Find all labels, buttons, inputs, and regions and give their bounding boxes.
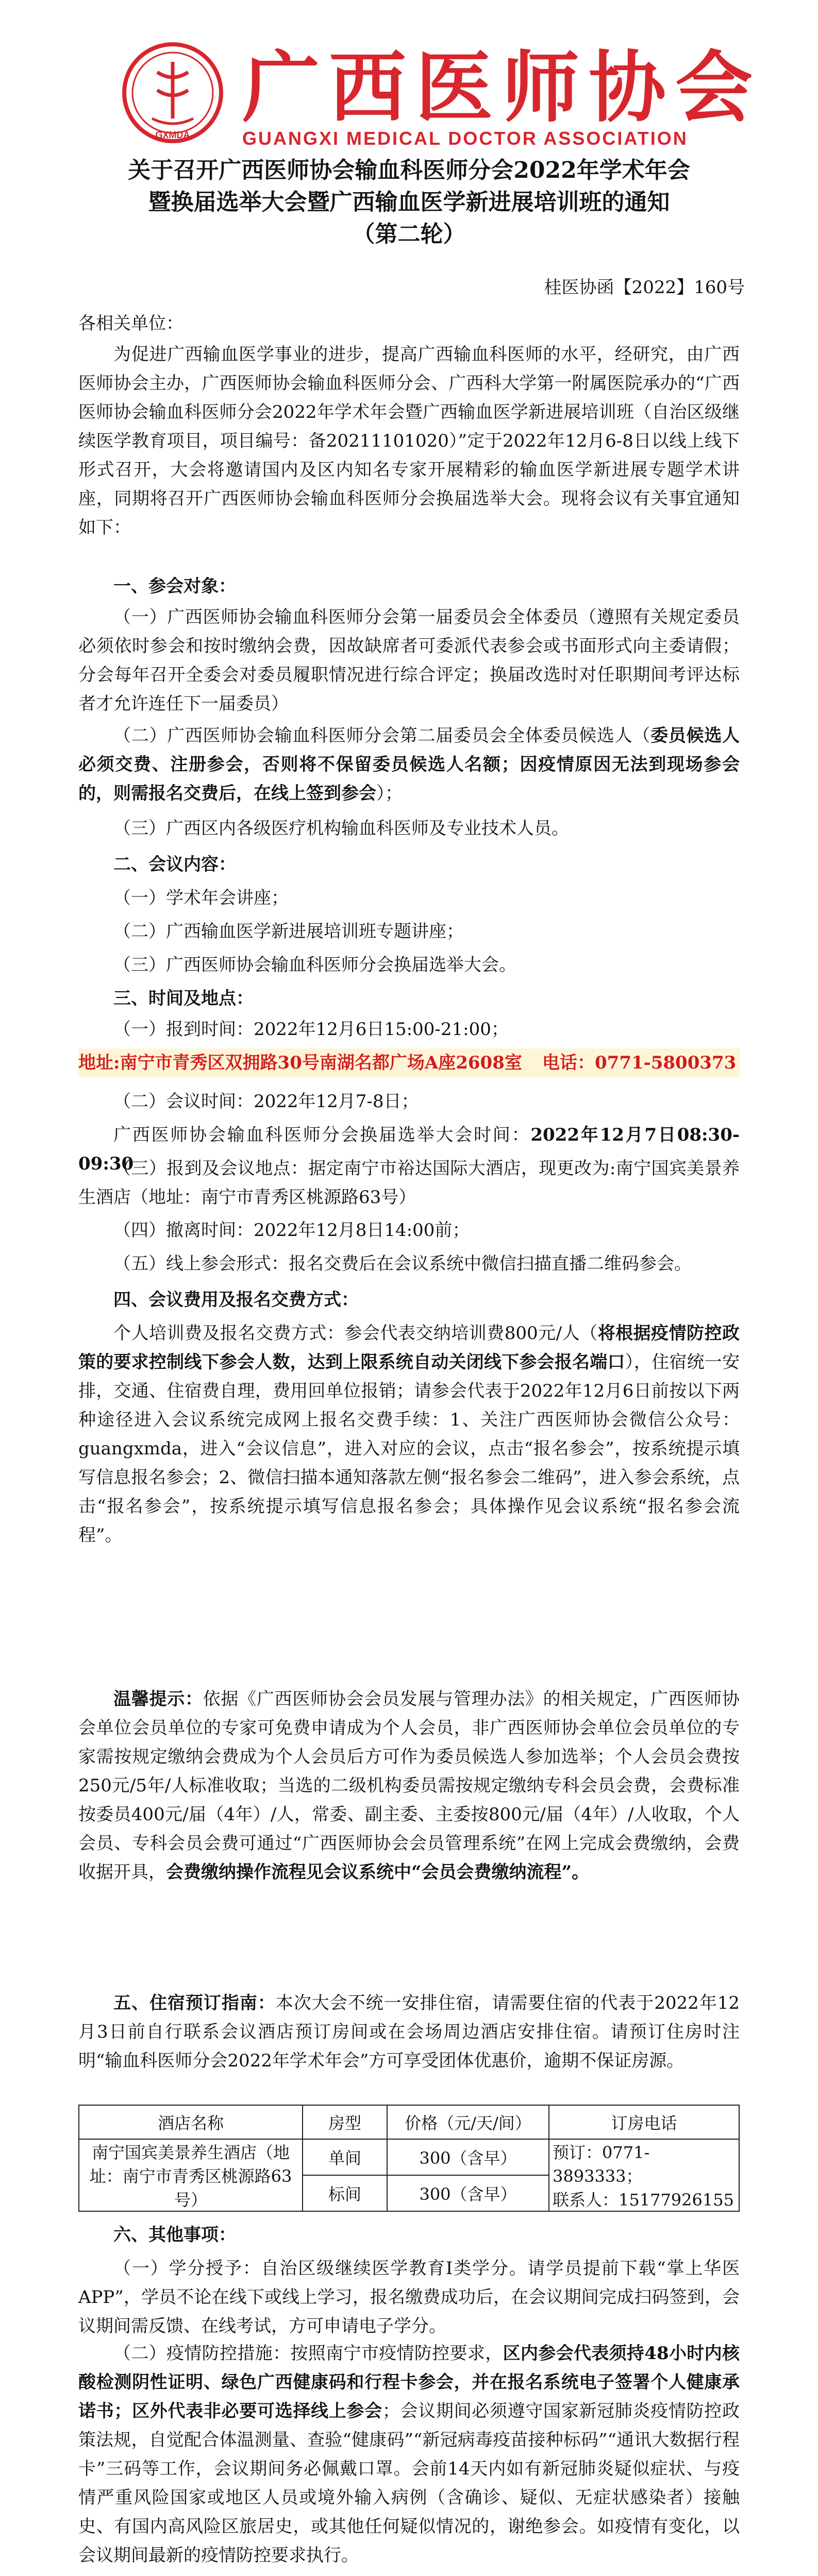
election-time: 广西医师协会输血科医师分会换届选举大会时间：2022年12月7日08:30-09:30 — [78, 1125, 740, 1174]
document-number: 桂医协函【2022】160号 — [544, 277, 745, 298]
section-4-tip-paragraph: 温馨提示：依据《广西医师协会会员发展与管理办法》的相关规定，广西医师协会单位会员单位的专家可免费申请成为个人会员，非广西医师协会单位会员单位的专家需按规定缴纳会费成为个人会员后方可作为委员候选人参加选举；个人会员会费按250元/5年/人标准收取；当选的二级机构委员需按规定缴纳专科会员会费，会费标准按委员400元/届（4年）/人，常委、副主委、主委按800元/届（4年）/人收取，个人会员、专科会员会费可通过“广西医师协会会员管理系统”在网上完成会费缴纳，会费收据开具，会费缴纳操作流程见会议系统中“会员会费缴纳流程”。 — [78, 1689, 740, 1883]
intro-paragraph: 为促进广西输血医学事业的进步，提高广西输血科医师的水平，经研究，由广西医师协会主办，广西医师协会输血科医师分会、广西科大学第一附属医院承办的“广西医师协会输血科医师分会2022年学术年会暨广西输血医学新进展培训班（自治区级继续医学教育项目，项目编号：备20211101020）”定于2022年12月6-8日以线上线下形式召开，大会将邀请国内及区内知名专家开展精彩的输血医学新进展专题学术讲座，同期将召开广西医师协会输血科医师分会换届选举大会。现将会议有关事宜通知如下： — [78, 344, 740, 538]
hotel-name-cell: 南宁国宾美景养生酒店（地址：南宁市青秀区桃源路63号） — [79, 2139, 303, 2211]
section-3-item-4: （四）撤离时间：2022年12月8日14:00前； — [113, 1220, 470, 1241]
section-4-fee-paragraph: 个人培训费及报名交费方式：参会代表交纳培训费800元/人（将根据疫情防控政策的要求控制线下参会人数，达到上限系统自动关闭线下参会报名端口），住宿统一安排，交通、住宿费自理，费用回单位报销；请参会代表于2022年12月6日前按以下两种途径进入会议系统完成网上报名交费手续：1、关注广西医师协会微信公众号：guangxmda，进入“会议信息”，进入对应的会议，点击“报名参会”，按系统提示填写信息报名参会；2、微信扫描本通知落款左侧“报名参会二维码”，进入参会系统，点击“报名参会”，按系统提示填写信息报名参会；具体操作见会议系统“报名参会流程”。 — [78, 1323, 740, 1546]
section-5-paragraph: 五、住宿预订指南：本次大会不统一安排住宿，请需要住宿的代表于2022年12月3日前自行联系会议酒店预订房间或在会场周边酒店安排住宿。请预订住房时注明“输血科医师分会2022年学术年会”方可享受团体优惠价，逾期不保证房源。 — [78, 1993, 740, 2071]
table-row — [79, 2139, 739, 2175]
logo-text: GXMDA — [155, 130, 190, 140]
section-3-heading: 三、时间及地点： — [113, 988, 254, 1009]
salutation: 各相关单位： — [78, 313, 183, 334]
address-banner-address: 地址:南宁市青秀区双拥路30号南湖名都广场A座2608室 — [78, 1053, 522, 1073]
table-header-cell: 酒店名称 — [79, 2105, 303, 2139]
section-2-item-3: （三）广西医师协会输血科医师分会换届选举大会。 — [113, 955, 516, 975]
table-header-row — [79, 2105, 739, 2139]
letterhead — [0, 31, 818, 155]
section-2-item-2: （二）广西输血医学新进展培训班专题讲座； — [113, 921, 464, 942]
doc-title-line3: （第二轮） — [352, 221, 466, 247]
section-1-item-1: （一）广西医师协会输血科医师分会第一届委员会全体委员（遵照有关规定委员必须依时参会和按时缴纳会费，因故缺席者可委派代表参会或书面形式向主委请假；分会每年召开全委会对委员履职情况进行综合评定；换届改选时对任职期间考评达标者才允许连任下一届委员） — [78, 607, 740, 714]
section-4-heading: 四、会议费用及报名交费方式： — [113, 1290, 359, 1310]
section-6-heading: 六、其他事项： — [113, 2225, 236, 2245]
section-3-item-1: （一）报到时间：2022年12月6日15:00-21:00； — [113, 1019, 509, 1040]
section-1-heading: 一、参会对象： — [113, 576, 236, 597]
booking-phone-cell: 预订：0771-3893333； 联系人：15177926155 — [549, 2139, 739, 2211]
room-type-cell: 标间 — [303, 2175, 387, 2211]
org-name-english: GUANGXI MEDICAL DOCTOR ASSOCIATION — [242, 128, 688, 149]
table-header-cell: 房型 — [303, 2105, 387, 2139]
address-banner — [78, 1048, 740, 1077]
price-cell: 300（含早） — [387, 2175, 549, 2211]
doc-title-line1: 关于召开广西医师协会输血科医师分会2022年学术年会 — [128, 157, 690, 183]
address-banner-phone: 电话：0771-5800373 — [542, 1053, 737, 1073]
section-3-item-2: （二）会议时间：2022年12月7-8日； — [113, 1091, 419, 1112]
table-header-cell: 价格（元/天/间） — [387, 2105, 549, 2139]
org-name-chinese: 广西医师协会 — [242, 42, 762, 133]
section-3-item-3: （三）报到及会议地点：据定南宁市裕达国际大酒店，现更改为:南宁国宾美景养生酒店（地址：南宁市青秀区桃源路63号） — [78, 1158, 740, 1208]
price-cell: 300（含早） — [387, 2139, 549, 2175]
table-header-cell: 订房电话 — [549, 2105, 739, 2139]
association-logo-icon — [121, 41, 224, 144]
section-6-item-1: （一）学分授予：自治区级继续医学教育I类学分。请学员提前下载“掌上华医APP”，学员不论在线下或线上学习，报名缴费成功后，在会议期间完成扫码签到，会议期间需反馈、在线考试，方可申请电子学分。 — [78, 2258, 740, 2336]
hotel-table — [78, 2105, 740, 2212]
doc-title-line2: 暨换届选举大会暨广西输血医学新进展培训班的通知 — [148, 189, 670, 215]
section-2-heading: 二、会议内容： — [113, 854, 236, 875]
room-type-cell: 单间 — [303, 2139, 387, 2175]
section-3-item-5: （五）线上参会形式：报名交费后在会议系统中微信扫描直播二维码参会。 — [113, 1253, 692, 1274]
section-2-item-1: （一）学术年会讲座； — [113, 888, 289, 908]
section-1-item-3: （三）广西区内各级医疗机构输血科医师及专业技术人员。 — [113, 818, 569, 839]
section-6-item-2: （二）疫情防控措施：按照南宁市疫情防控要求，区内参会代表须持48小时内核酸检测阴性证明、绿色广西健康码和行程卡参会，并在报名系统电子签署个人健康承诺书；区外代表非必要可选择线上参会；会议期间必须遵守国家新冠肺炎疫情防控政策法规，自觉配合体温测量、查验“健康码”“新冠病毒疫苗接种标码”“通讯大数据行程卡”三码等工作，会议期间务必佩戴口罩。会前14天内如有新冠肺炎疑似症状、与疫情严重风险国家或地区人员或境外输入病例（含确诊、疑似、无症状感染者）接触史、有国内高风险区旅居史，或其他任何疑似情况的，谢绝参会。如疫情有变化，以会议期间最新的疫情防控要求执行。 — [78, 2343, 740, 2566]
section-1-item-2: （二）广西医师协会输血科医师分会第二届委员会全体委员候选人（委员候选人必须交费、注册参会，否则将不保留委员候选人名额；因疫情原因无法到现场参会的，则需报名交费后，在线上签到参会）； — [78, 725, 740, 804]
